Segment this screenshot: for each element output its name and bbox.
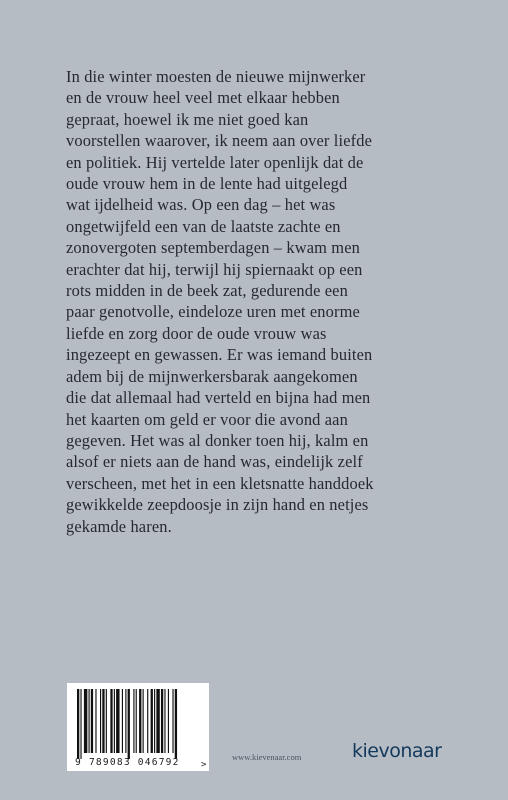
barcode-bar: [122, 689, 123, 753]
barcode-bar: [161, 689, 163, 753]
barcode-bar: [175, 689, 177, 759]
barcode-bar: [95, 689, 96, 753]
barcode-bar: [156, 689, 159, 753]
blurb-line: gewikkelde zeepdoosje in zijn hand en netjes: [66, 495, 369, 515]
blurb-line: paar genotvolle, eindeloze uren met enorme: [66, 302, 360, 322]
isbn-barcode: [67, 683, 209, 771]
blurb-line: gepraat, hoewel ik me niet goed kan: [66, 109, 309, 129]
barcode-bar: [147, 689, 148, 753]
barcode-bar: [100, 689, 101, 753]
barcode-bar: [143, 689, 144, 753]
isbn-number: 9 789083 046792: [75, 757, 180, 768]
blurb-line: en de vrouw heel veel met elkaar hebben: [66, 88, 340, 108]
blurb-line: ongetwijfeld een van de laatste zachte en: [66, 216, 341, 236]
barcode-bar: [154, 689, 155, 753]
blurb-line: wat ijdelheid was. Op een dag – het was: [66, 195, 336, 215]
blurb-line: oude vrouw hem in de lente had uitgelegd: [66, 174, 348, 194]
barcode-bar: [110, 689, 112, 753]
blurb-line: rots midden in de beek zat, gedurende een: [66, 281, 348, 301]
blurb-line: gekamde haren.: [66, 516, 172, 536]
blurb-text: [66, 66, 446, 537]
barcode-bar: [102, 689, 104, 753]
blurb-line: gegeven. Het was al donker toen hij, kalm en: [66, 430, 369, 450]
barcode-bar: [128, 689, 130, 759]
blurb-line: zonovergoten septemberdagen – kwam men: [66, 238, 360, 258]
blurb-line: voorstellen waarover, ik neem aan over liefde: [66, 131, 372, 151]
barcode-guard-mark: >: [201, 760, 207, 770]
blurb-line: adem bij de mijnwerkersbarak aangekomen: [66, 366, 358, 386]
barcode-bar: [116, 689, 119, 753]
blurb-line: en politiek. Hij vertelde later openlijk dat de: [66, 152, 364, 172]
barcode-bar: [106, 689, 107, 753]
barcode-bar: [139, 689, 141, 753]
blurb-line: die dat allemaal had verteld en bijna had men: [66, 388, 371, 408]
blurb-line: verscheen, met het in een kletsnatte handdoek: [66, 473, 374, 493]
blurb-line: In die winter moesten de nieuwe mijnwerker: [66, 67, 366, 86]
publisher-website: www.kievenaar.com: [232, 752, 302, 762]
barcode-bar: [151, 689, 153, 753]
barcode-bar: [84, 689, 87, 753]
barcode-bar: [77, 689, 79, 759]
barcode-bar: [89, 689, 90, 753]
barcode-bar: [114, 689, 115, 753]
barcode-bar: [80, 689, 81, 759]
barcode-bar: [136, 689, 137, 753]
barcode-bar: [133, 689, 134, 753]
blurb-line: erachter dat hij, terwijl hij spiernaakt op een: [66, 259, 363, 279]
blurb-line: alsof er niets aan de hand was, eindelijk zelf: [66, 452, 363, 472]
blurb-line: het kaarten om geld er voor die avond aan: [66, 409, 348, 429]
blurb-line: liefde en zorg door de oude vrouw was: [66, 323, 327, 343]
blurb-line: ingezeept en gewassen. Er was iemand buiten: [66, 345, 373, 365]
barcode-bar: [91, 689, 93, 753]
barcode-bar: [125, 689, 126, 753]
barcode-bar: [172, 689, 173, 753]
barcode-bar: [164, 689, 165, 753]
barcode-bar: [168, 689, 169, 753]
publisher-logo: kievonaar: [352, 740, 442, 762]
